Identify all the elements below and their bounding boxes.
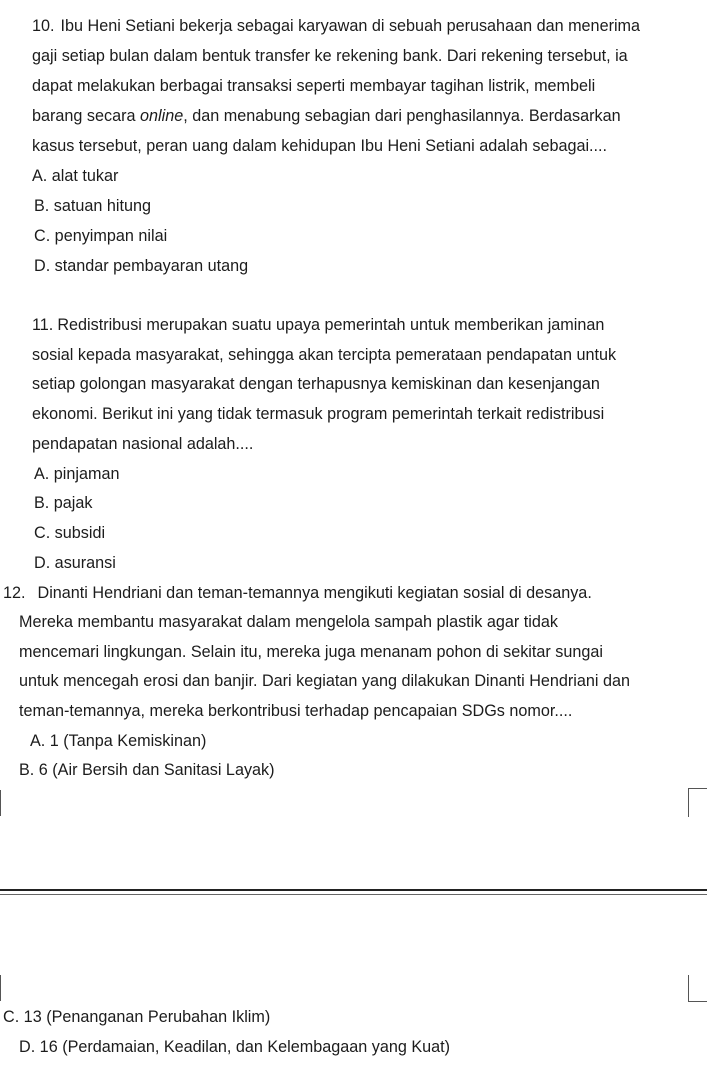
question-12-line-3: mencemari lingkungan. Selain itu, mereka juga menanam pohon di sekitar sungai <box>19 643 603 661</box>
question-12-number: 12. <box>3 584 26 602</box>
question-10-line-4-end: , dan menabung sebagian dari penghasilannya. Berdasarkan <box>183 107 621 125</box>
question-10-line-1 <box>32 16 640 36</box>
question-11-line-5: pendapatan nasional adalah.... <box>32 435 254 453</box>
question-10-option-c[interactable]: C. penyimpan nilai <box>34 227 168 245</box>
question-12-option-a[interactable]: A. 1 (Tanpa Kemiskinan) <box>30 732 207 750</box>
crop-mark-top-right <box>688 788 707 817</box>
question-10-option-d[interactable]: D. standar pembayaran utang <box>34 257 249 275</box>
question-11-text: Redistribusi merupakan suatu upaya pemerintah untuk memberikan jaminan <box>57 316 605 334</box>
question-10-text: Ibu Heni Setiani bekerja sebagai karyawan di sebuah perusahaan dan menerima <box>60 17 641 35</box>
crop-mark-bottom-left <box>0 975 1 1001</box>
question-11-option-b[interactable]: B. pajak <box>34 494 93 512</box>
question-10-line-5: kasus tersebut, peran uang dalam kehidupan Ibu Heni Setiani adalah sebagai.... <box>32 137 608 155</box>
question-10-option-a[interactable]: A. alat tukar <box>32 167 119 185</box>
question-10-line-4-start: barang secara <box>32 107 140 125</box>
question-11-option-a[interactable]: A. pinjaman <box>34 465 120 483</box>
question-11-line-4: ekonomi. Berikut ini yang tidak termasuk program pemerintah terkait redistribusi <box>32 405 605 423</box>
question-11-line-3: setiap golongan masyarakat dengan terhapusnya kemiskinan dan kesenjangan <box>32 375 600 393</box>
question-10-italic-online: online <box>140 107 184 125</box>
question-11-option-d[interactable]: D. asuransi <box>34 554 116 572</box>
page-divider-top <box>0 889 707 891</box>
question-12-line-4: untuk mencegah erosi dan banjir. Dari kegiatan yang dilakukan Dinanti Hendriani dan <box>19 672 631 690</box>
question-10-line-4 <box>32 106 621 126</box>
question-11-number: 11. <box>32 316 54 334</box>
question-11-option-c[interactable]: C. subsidi <box>34 524 106 542</box>
question-10-option-b[interactable]: B. satuan hitung <box>34 197 151 215</box>
question-10-line-2: gaji setiap bulan dalam bentuk transfer ke rekening bank. Dari rekening tersebut, ia <box>32 47 628 65</box>
question-10-number: 10. <box>32 17 55 35</box>
question-10-line-3: dapat melakukan berbagai transaksi seperti membayar tagihan listrik, membeli <box>32 77 596 95</box>
question-12-option-b[interactable]: B. 6 (Air Bersih dan Sanitasi Layak) <box>19 761 275 779</box>
question-12-option-d[interactable]: D. 16 (Perdamaian, Keadilan, dan Kelembagaan yang Kuat) <box>19 1038 451 1056</box>
crop-mark-top-left <box>0 790 1 816</box>
question-12-line-1 <box>3 583 592 603</box>
question-12-option-c[interactable]: C. 13 (Penanganan Perubahan Iklim) <box>3 1008 271 1026</box>
question-12-text: Dinanti Hendriani dan teman-temannya mengikuti kegiatan sosial di desanya. <box>37 584 592 602</box>
question-12-line-2: Mereka membantu masyarakat dalam mengelola sampah plastik agar tidak <box>19 613 558 631</box>
question-11-line-2: sosial kepada masyarakat, sehingga akan tercipta pemerataan pendapatan untuk <box>32 346 617 364</box>
crop-mark-bottom-right <box>688 975 707 1002</box>
question-12-line-5: teman-temannya, mereka berkontribusi terhadap pencapaian SDGs nomor.... <box>19 702 573 720</box>
question-11-line-1 <box>32 315 604 335</box>
page-divider-bottom <box>0 894 707 895</box>
